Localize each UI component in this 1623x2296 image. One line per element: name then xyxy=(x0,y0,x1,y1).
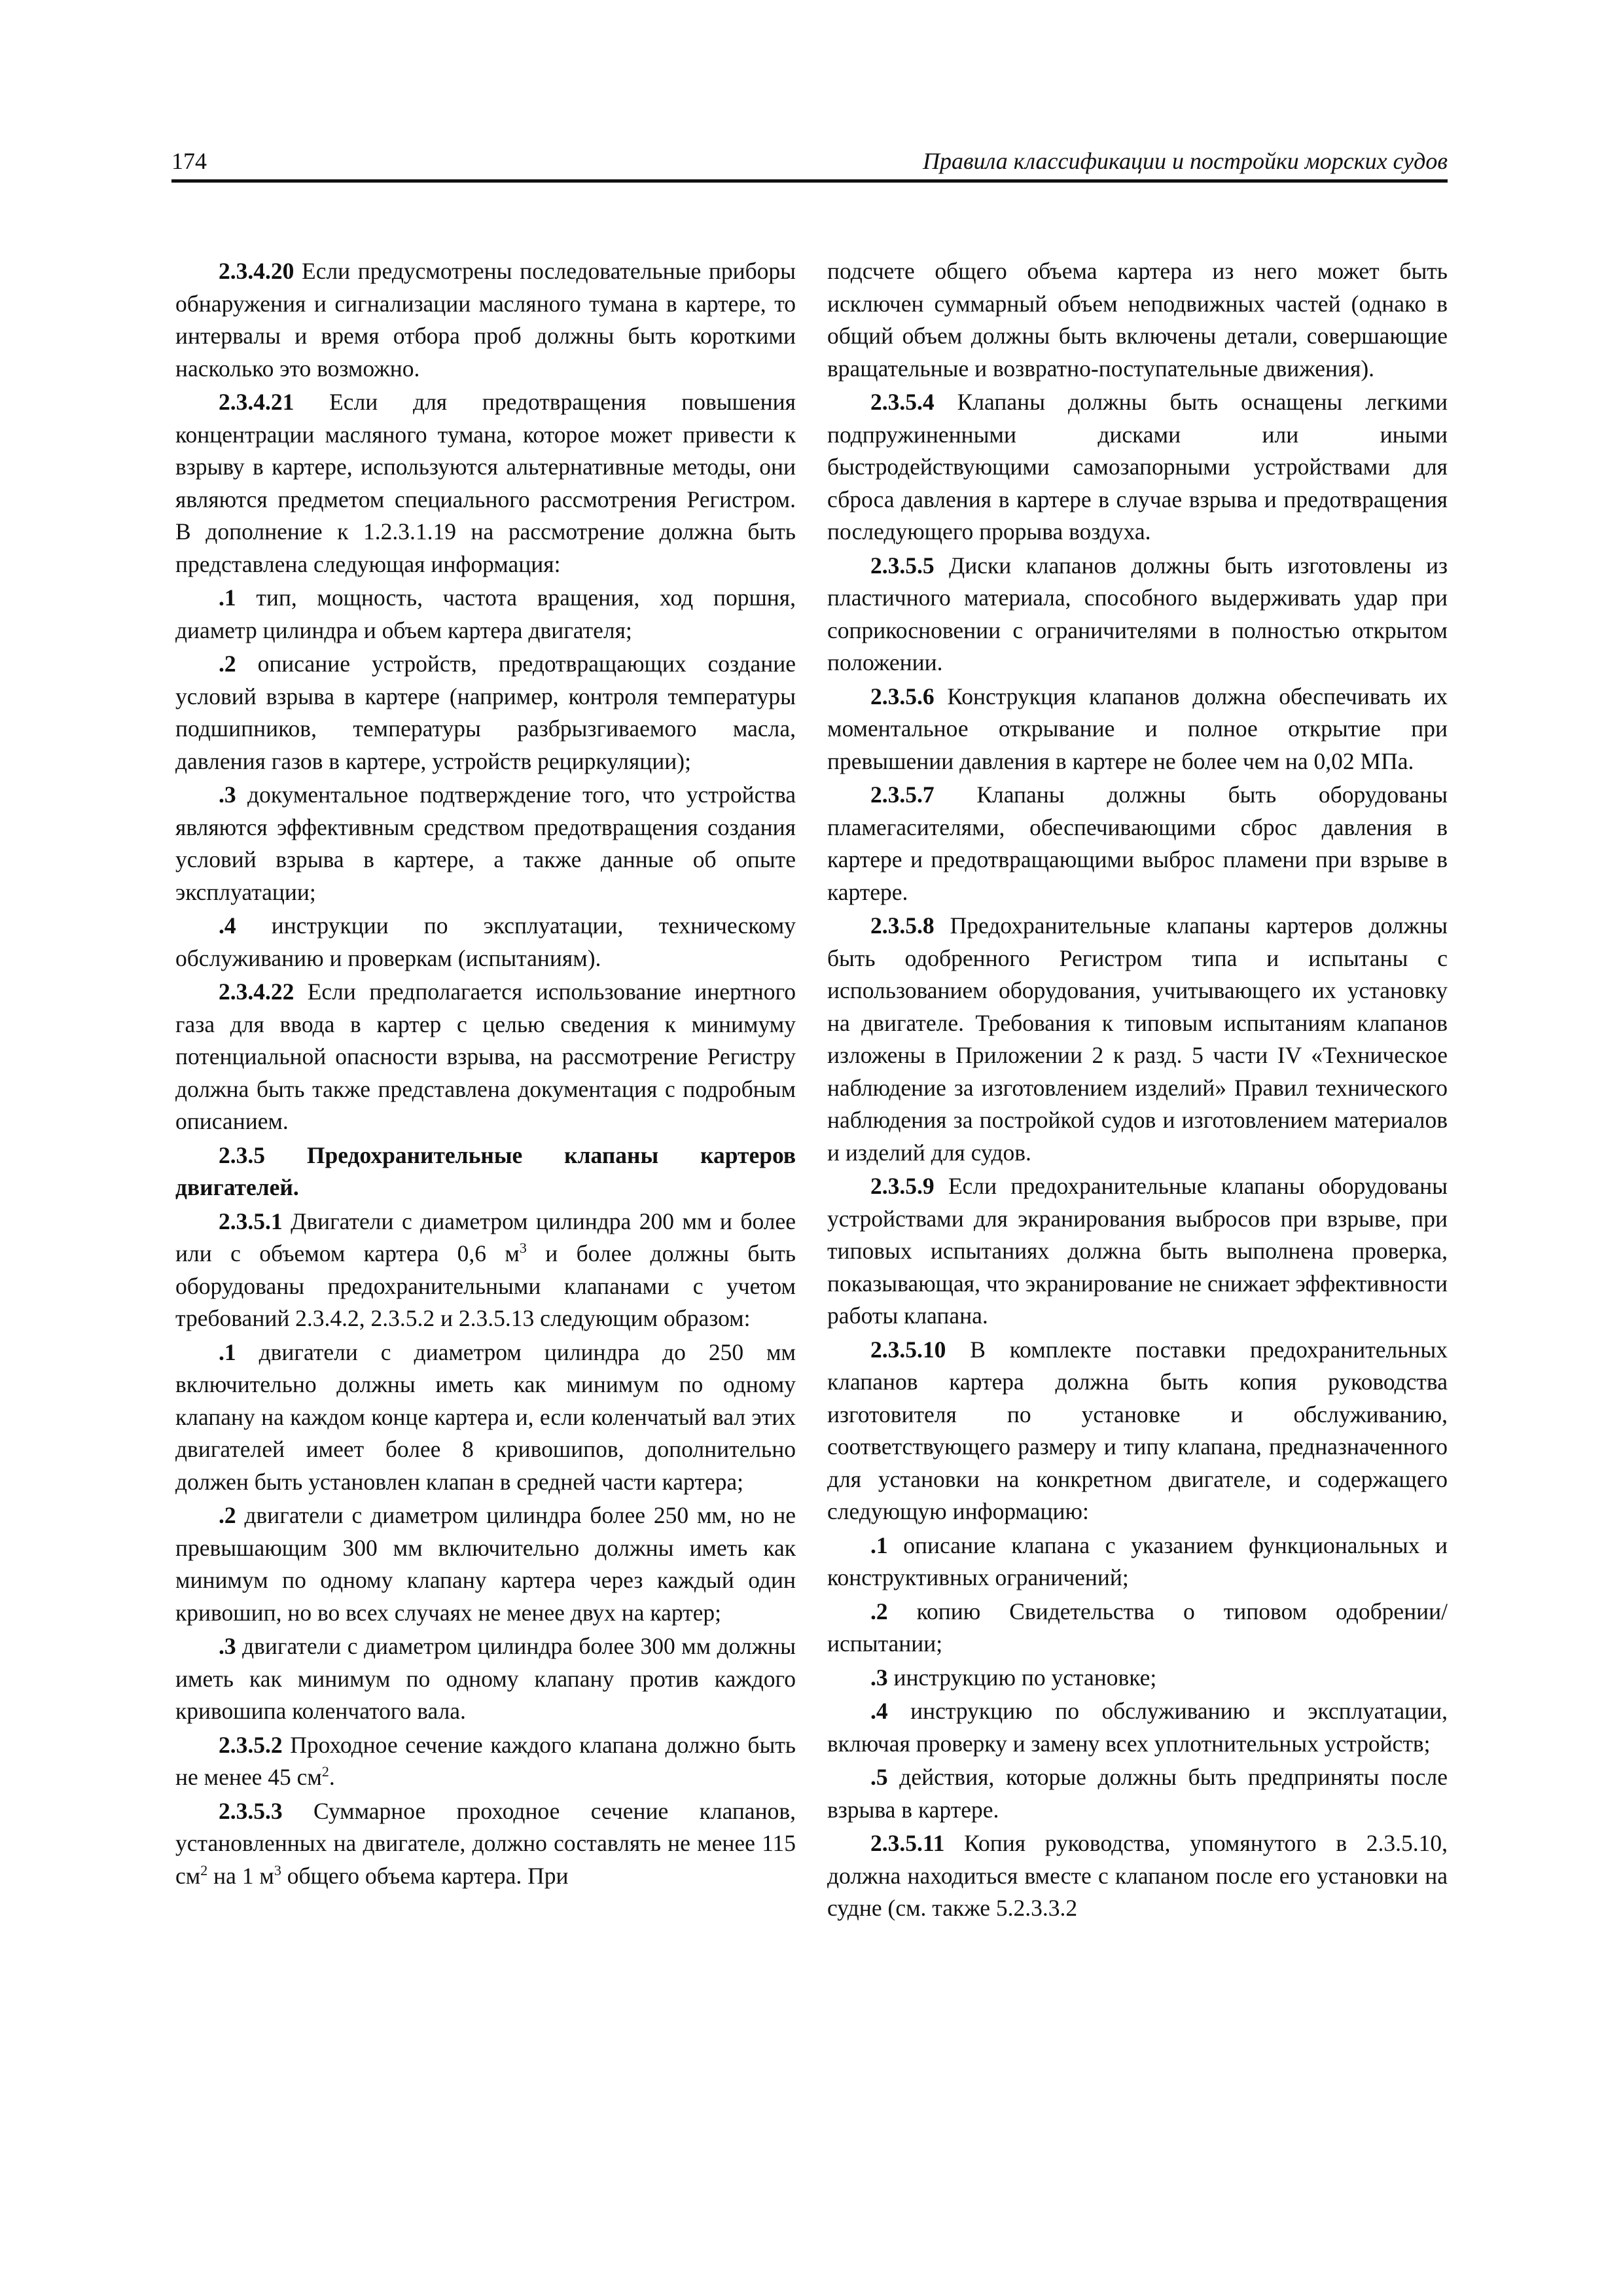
clause-2-3-5-6 xyxy=(827,681,1448,778)
list-item xyxy=(827,1662,1448,1695)
clause-text: . xyxy=(329,1764,335,1790)
clause-2-3-5-10 xyxy=(827,1334,1448,1528)
clause-text: В комплекте поставки предохранительных клапанов картера должна быть копия руководства изготовителя по установке и обслуживанию, соответствующего размеру и типу клапана, предназначенного для установки на конкретном двигателе, и содержащего следующую информацию: xyxy=(827,1336,1448,1524)
clause-text: Предохранительные клапаны картеров должны быть одобренного Регистром типа и испытаны с использованием оборудования, учитывающего их установку на двигателе. Требования к типовым испытаниям клапанов изложены в Приложении 2 к разд. 5 части IV «Техническое наблюдение за изготовлением изделий» Правил технического наблюдения за постройкой судов и изготовлением материалов и изделий для судов. xyxy=(827,912,1448,1166)
clause-2-3-5-7 xyxy=(827,779,1448,908)
superscript: 3 xyxy=(274,1861,281,1878)
clause-2-3-5-8 xyxy=(827,910,1448,1169)
clause-text: Клапаны должны быть оснащены легкими подпружиненными дисками или иными быстродействующими самозапорными устройствами для сброса давления в картере в случае взрыва и предотвращения последующего прорыва воздуха. xyxy=(827,389,1448,545)
section-heading: 2.3.5 Предохранительные клапаны картеров двигателей. xyxy=(175,1141,796,1200)
clause-number: 2.3.5.10 xyxy=(870,1336,946,1363)
clause-text: общего объема картера. При xyxy=(281,1862,569,1889)
item-text: инструкцию по установке; xyxy=(887,1664,1157,1691)
page-header xyxy=(171,143,1448,183)
clause-text: Если предусмотрены последовательные приборы обнаружения и сигнализации масляного тумана в картере, то интервалы и время отбора проб должны быть короткими насколько это возможно. xyxy=(175,258,796,382)
item-number: .1 xyxy=(870,1532,888,1558)
item-text: двигатели с диаметром цилиндра более 300 мм должны иметь как минимум по одному клапану против каждого кривошипа коленчатого вала. xyxy=(175,1633,796,1724)
list-item xyxy=(827,1530,1448,1594)
clause-number: 2.3.5.3 xyxy=(219,1797,283,1824)
item-text: описание устройств, предотвращающих создание условий взрыва в картере (например, контроля температуры подшипников, температуры разбрызгиваемого масла, давления газов в картере, устройств рециркуляции); xyxy=(175,651,796,774)
clause-text: Диски клапанов должны быть изготовлены из пластичного материала, способного выдерживать удар при соприкосновении с ограничителями в полностью открытом положении. xyxy=(827,552,1448,675)
clause-2-3-5-3 xyxy=(175,1795,796,1893)
item-number: .2 xyxy=(219,1502,236,1528)
list-item xyxy=(175,779,796,908)
clause-text: и более должны быть оборудованы предохранительными клапанами с учетом требований 2.3.4.2, 2.3.5.2 и 2.3.5.13 следующим образом: xyxy=(175,1240,796,1331)
item-text: тип, мощность, частота вращения, ход поршня, диаметр цилиндра и объем картера двигателя; xyxy=(175,584,796,643)
item-text: инструкции по эксплуатации, техническому обслуживанию и проверкам (испытаниям). xyxy=(175,912,796,971)
clause-text: Если предохранительные клапаны оборудованы устройствами для экранирования выбросов при взрыве, при типовых испытаниях должна быть выполнена проверка, показывающая, что экранирование не снижает эффективности работы клапана. xyxy=(827,1173,1448,1329)
clause-number: 2.3.4.21 xyxy=(219,389,294,415)
item-text: описание клапана с указанием функциональных и конструктивных ограничений; xyxy=(827,1532,1448,1590)
clause-number: 2.3.5.6 xyxy=(870,683,935,709)
superscript: 3 xyxy=(519,1240,527,1257)
list-item xyxy=(827,1596,1448,1660)
clause-2-3-4-20 xyxy=(175,255,796,385)
item-text: действия, которые должны быть предприняты после взрыва в картере. xyxy=(827,1764,1448,1823)
clause-number: 2.3.5.5 xyxy=(870,552,935,579)
right-column xyxy=(827,255,1448,1926)
item-number: .1 xyxy=(219,584,236,611)
clause-text: Клапаны должны быть оборудованы пламегасителями, обеспечивающими сброс давления в картере и предотвращающими выброс пламени при взрыве в картере. xyxy=(827,781,1448,905)
item-number: .1 xyxy=(219,1338,236,1365)
clause-2-3-5-11 xyxy=(827,1827,1448,1925)
clause-text: Двигатели с диаметром цилиндра 200 мм и более или с объемом картера 0,6 м xyxy=(175,1208,796,1266)
item-number: .4 xyxy=(870,1698,888,1724)
item-number: .5 xyxy=(870,1764,888,1790)
page-number: 174 xyxy=(171,148,207,174)
list-item xyxy=(175,648,796,778)
item-text: двигатели с диаметром цилиндра более 250 мм, но не превышающим 300 мм включительно должны иметь как минимум по одному клапану картера через каждый один кривошип, но во всех случаях не менее двух на картер; xyxy=(175,1502,796,1626)
clause-number: 2.3.5.7 xyxy=(870,781,935,808)
continued-paragraph: подсчете общего объема картера из него может быть исключен суммарный объем неподвижных частей (однако в общий объем должны быть включены детали, совершающие вращательные и возвратно-поступательные движения). xyxy=(827,258,1448,382)
item-text: инструкцию по обслуживанию и эксплуатации, включая проверку и замену всех уплотнительных устройств; xyxy=(827,1698,1448,1757)
item-text: двигатели с диаметром цилиндра до 250 мм включительно должны иметь как минимум по одному клапану на каждом конце картера и, если коленчатый вал этих двигателей имеет более 8 кривошипов, дополнительно должен быть установлен клапан в средней части картера; xyxy=(175,1338,796,1495)
clause-number: 2.3.4.22 xyxy=(219,978,294,1005)
clause-number: 2.3.5.1 xyxy=(219,1208,283,1234)
list-item xyxy=(175,1336,796,1499)
list-item xyxy=(175,910,796,975)
clause-number: 2.3.5.8 xyxy=(870,912,935,939)
clause-text: Если для предотвращения повышения концентрации масляного тумана, которое может привести к взрыву в картере, используются альтернативные методы, они являются предметом специального рассмотрения Регистром. В дополнение к 1.2.3.1.19 на рассмотрение должна быть представлена следующая информация: xyxy=(175,389,796,577)
clause-number: 2.3.5.4 xyxy=(870,389,935,415)
item-text: документальное подтверждение того, что устройства являются эффективным средством предотвращения создания условий взрыва в картере, а также данные об опыте эксплуатации; xyxy=(175,781,796,905)
list-item xyxy=(175,1630,796,1728)
list-item xyxy=(827,1695,1448,1760)
clause-2-3-5-4 xyxy=(827,386,1448,548)
clause-2-3-5-2 xyxy=(175,1729,796,1794)
clause-2-3-5-1 xyxy=(175,1206,796,1335)
item-number: .3 xyxy=(219,1633,236,1659)
item-number: .4 xyxy=(219,912,236,939)
clause-number: 2.3.5.2 xyxy=(219,1731,283,1758)
clause-2-3-5-5 xyxy=(827,550,1448,679)
clause-text: Проходное сечение каждого клапана должно быть не менее 45 см xyxy=(175,1731,796,1790)
item-number: .2 xyxy=(870,1598,888,1624)
superscript: 2 xyxy=(200,1861,208,1878)
clause-text: Конструкция клапанов должна обеспечивать их моментальное открывание и полное открытие при превышении давления в картере не более чем на 0,02 МПа. xyxy=(827,683,1448,774)
clause-2-3-4-22 xyxy=(175,976,796,1138)
list-item xyxy=(175,582,796,647)
clause-number: 2.3.5.9 xyxy=(870,1173,935,1199)
clause-text: на 1 м xyxy=(207,1862,274,1889)
clause-text: Суммарное проходное сечение клапанов, установленных на двигателе, должно составлять не менее 115 см xyxy=(175,1797,796,1889)
clause-2-3-4-21 xyxy=(175,386,796,581)
item-number: .2 xyxy=(219,651,236,677)
left-column xyxy=(175,255,796,1893)
list-item xyxy=(175,1499,796,1629)
item-number: .3 xyxy=(219,781,236,808)
clause-number: 2.3.5.11 xyxy=(870,1830,945,1856)
running-title: Правила классификации и постройки морских судов xyxy=(923,148,1448,174)
list-item xyxy=(827,1761,1448,1826)
superscript: 2 xyxy=(321,1763,329,1780)
clause-text: Если предполагается использование инертного газа для ввода в картер с целью сведения к минимуму потенциальной опасности взрыва, на рассмотрение Регистру должна быть также представлена документация с подробным описанием. xyxy=(175,978,796,1134)
clause-2-3-5-9 xyxy=(827,1170,1448,1333)
item-number: .3 xyxy=(870,1664,888,1691)
clause-number: 2.3.4.20 xyxy=(219,258,294,284)
clause-text: Копия руководства, упомянутого в 2.3.5.10, должна находиться вместе с клапаном после его установки на судне (см. также 5.2.3.3.2 xyxy=(827,1830,1448,1921)
item-text: копию Свидетельства о типовом одобрении/испытании; xyxy=(827,1598,1448,1657)
